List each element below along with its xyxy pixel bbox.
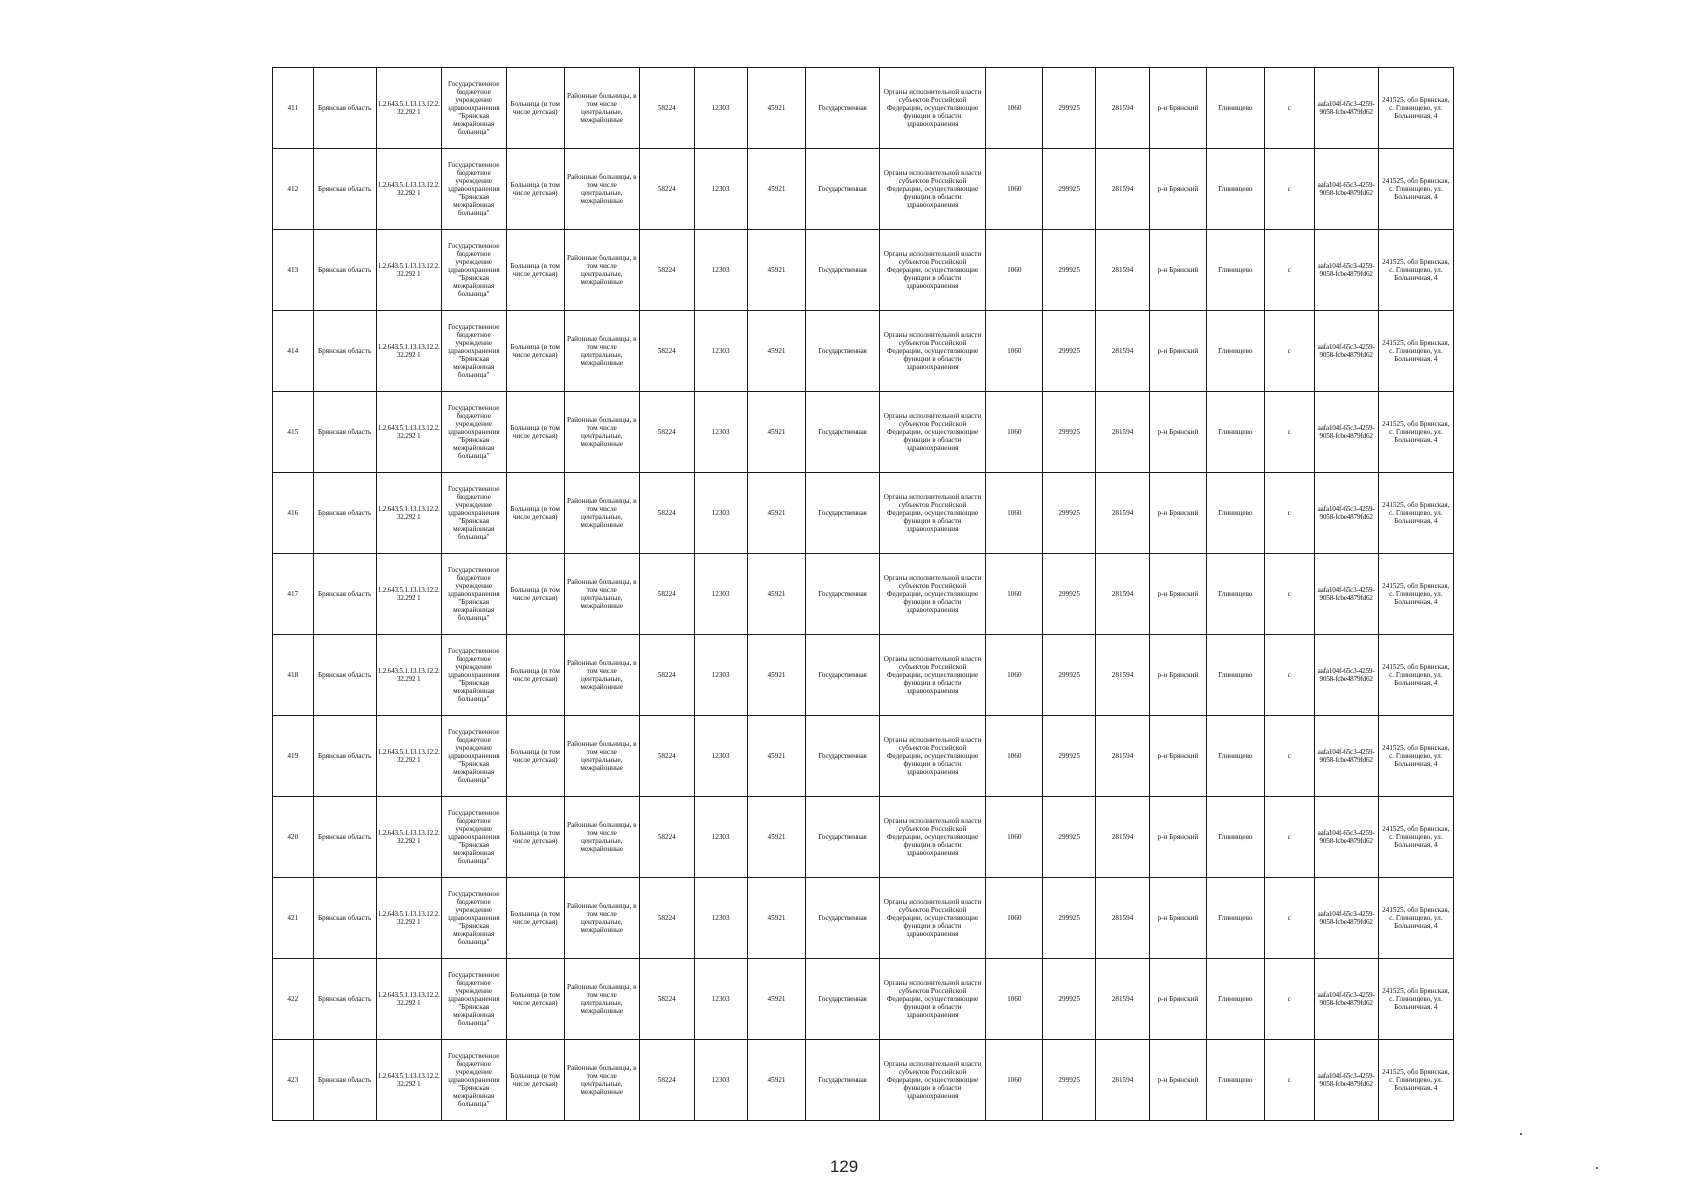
code-1-cell: 58224 (639, 635, 694, 716)
registry-code-cell: 1.2.643.5.1.13.13.12.2.32.292 1 (376, 230, 441, 311)
code-4-cell: 1060 (986, 230, 1043, 311)
code-3-cell: 45921 (747, 392, 806, 473)
table-row (273, 473, 1454, 554)
facility-kind-cell: Районные больницы, в том числе центральные, межрайонные (564, 473, 639, 554)
code-5-cell: 299925 (1043, 878, 1096, 959)
code-5-cell: 299925 (1043, 149, 1096, 230)
code-2-cell: 12303 (694, 311, 747, 392)
authority-cell: Органы исполнительной власти субъектов Российской Федерации, осуществляющие функции в области здравоохранения (879, 149, 986, 230)
code-2-cell: 12303 (694, 230, 747, 311)
table-row (273, 554, 1454, 635)
facility-kind-cell: Районные больницы, в том числе центральные, межрайонные (564, 878, 639, 959)
village-cell: Глинищево (1206, 554, 1264, 635)
authority-cell: Органы исполнительной власти субъектов Российской Федерации, осуществляющие функции в области здравоохранения (879, 716, 986, 797)
facility-type-cell: Больница (в том числе детская) (506, 68, 564, 149)
address-cell: 241525, обл Брянская, с. Глинищево, ул. Больничная, 4 (1378, 959, 1453, 1040)
address-cell: 241525, обл Брянская, с. Глинищево, ул. Больничная, 4 (1378, 878, 1453, 959)
code-1-cell: 58224 (639, 473, 694, 554)
facility-type-cell: Больница (в том числе детская) (506, 959, 564, 1040)
registry-code-cell: 1.2.643.5.1.13.13.12.2.32.292 1 (376, 716, 441, 797)
address-cell: 241525, обл Брянская, с. Глинищево, ул. Больничная, 4 (1378, 635, 1453, 716)
code-2-cell: 12303 (694, 1040, 747, 1121)
facility-type-cell: Больница (в том числе детская) (506, 311, 564, 392)
ownership-form-cell: Государственная (806, 878, 879, 959)
village-cell: Глинищево (1206, 230, 1264, 311)
facility-kind-cell: Районные больницы, в том числе центральные, межрайонные (564, 149, 639, 230)
code-1-cell: 58224 (639, 878, 694, 959)
village-cell: Глинищево (1206, 1040, 1264, 1121)
organization-cell: Государственное бюджетное учреждение здравоохранения "Брянская межрайонная больница" (441, 635, 506, 716)
authority-cell: Органы исполнительной власти субъектов Российской Федерации, осуществляющие функции в области здравоохранения (879, 554, 986, 635)
facility-kind-cell: Районные больницы, в том числе центральные, межрайонные (564, 68, 639, 149)
registry-code-cell: 1.2.643.5.1.13.13.12.2.32.292 1 (376, 959, 441, 1040)
registry-body (273, 68, 1454, 1121)
facility-type-cell: Больница (в том числе детская) (506, 554, 564, 635)
address-cell: 241525, обл Брянская, с. Глинищево, ул. Больничная, 4 (1378, 716, 1453, 797)
facility-kind-cell: Районные больницы, в том числе центральные, межрайонные (564, 311, 639, 392)
facility-kind-cell: Районные больницы, в том числе центральные, межрайонные (564, 554, 639, 635)
code-6-cell: 281594 (1096, 878, 1150, 959)
guid-cell: aafa104f-65c3-4259-9058-fcbe4879fd62 (1314, 392, 1378, 473)
code-3-cell: 45921 (747, 473, 806, 554)
district-cell: р-н Брянский (1149, 554, 1206, 635)
code-1-cell: 58224 (639, 797, 694, 878)
village-cell: Глинищево (1206, 716, 1264, 797)
code-3-cell: 45921 (747, 554, 806, 635)
code-4-cell: 1060 (986, 635, 1043, 716)
registry-code-cell: 1.2.643.5.1.13.13.12.2.32.292 1 (376, 473, 441, 554)
code-3-cell: 45921 (747, 68, 806, 149)
settlement-type-cell: с (1264, 473, 1314, 554)
code-5-cell: 299925 (1043, 716, 1096, 797)
code-1-cell: 58224 (639, 311, 694, 392)
code-5-cell: 299925 (1043, 959, 1096, 1040)
code-1-cell: 58224 (639, 230, 694, 311)
region-cell: Брянская область (313, 473, 376, 554)
region-cell: Брянская область (313, 1040, 376, 1121)
ownership-form-cell: Государственная (806, 230, 879, 311)
code-4-cell: 1060 (986, 68, 1043, 149)
address-cell: 241525, обл Брянская, с. Глинищево, ул. Больничная, 4 (1378, 1040, 1453, 1121)
district-cell: р-н Брянский (1149, 716, 1206, 797)
settlement-type-cell: с (1264, 878, 1314, 959)
settlement-type-cell: с (1264, 392, 1314, 473)
district-cell: р-н Брянский (1149, 392, 1206, 473)
code-5-cell: 299925 (1043, 68, 1096, 149)
row-number-cell: 421 (273, 878, 314, 959)
address-cell: 241525, обл Брянская, с. Глинищево, ул. Больничная, 4 (1378, 68, 1453, 149)
facility-type-cell: Больница (в том числе детская) (506, 635, 564, 716)
address-cell: 241525, обл Брянская, с. Глинищево, ул. Больничная, 4 (1378, 473, 1453, 554)
code-6-cell: 281594 (1096, 149, 1150, 230)
code-4-cell: 1060 (986, 311, 1043, 392)
code-1-cell: 58224 (639, 68, 694, 149)
district-cell: р-н Брянский (1149, 311, 1206, 392)
code-2-cell: 12303 (694, 473, 747, 554)
district-cell: р-н Брянский (1149, 473, 1206, 554)
organization-cell: Государственное бюджетное учреждение здравоохранения "Брянская межрайонная больница" (441, 1040, 506, 1121)
district-cell: р-н Брянский (1149, 68, 1206, 149)
code-2-cell: 12303 (694, 716, 747, 797)
organization-cell: Государственное бюджетное учреждение здравоохранения "Брянская межрайонная больница" (441, 716, 506, 797)
address-cell: 241525, обл Брянская, с. Глинищево, ул. Больничная, 4 (1378, 554, 1453, 635)
settlement-type-cell: с (1264, 554, 1314, 635)
ownership-form-cell: Государственная (806, 797, 879, 878)
settlement-type-cell: с (1264, 68, 1314, 149)
code-3-cell: 45921 (747, 878, 806, 959)
guid-cell: aafa104f-65c3-4259-9058-fcbe4879fd62 (1314, 797, 1378, 878)
code-2-cell: 12303 (694, 149, 747, 230)
ownership-form-cell: Государственная (806, 716, 879, 797)
code-2-cell: 12303 (694, 959, 747, 1040)
organization-cell: Государственное бюджетное учреждение здравоохранения "Брянская межрайонная больница" (441, 959, 506, 1040)
code-6-cell: 281594 (1096, 68, 1150, 149)
registry-code-cell: 1.2.643.5.1.13.13.12.2.32.292 1 (376, 554, 441, 635)
table-row (273, 1040, 1454, 1121)
code-3-cell: 45921 (747, 311, 806, 392)
code-6-cell: 281594 (1096, 797, 1150, 878)
organization-cell: Государственное бюджетное учреждение здравоохранения "Брянская межрайонная больница" (441, 149, 506, 230)
facility-kind-cell: Районные больницы, в том числе центральные, межрайонные (564, 797, 639, 878)
ownership-form-cell: Государственная (806, 1040, 879, 1121)
code-3-cell: 45921 (747, 959, 806, 1040)
authority-cell: Органы исполнительной власти субъектов Российской Федерации, осуществляющие функции в области здравоохранения (879, 68, 986, 149)
facility-type-cell: Больница (в том числе детская) (506, 1040, 564, 1121)
registry-code-cell: 1.2.643.5.1.13.13.12.2.32.292 1 (376, 149, 441, 230)
code-2-cell: 12303 (694, 68, 747, 149)
table-row (273, 716, 1454, 797)
code-5-cell: 299925 (1043, 230, 1096, 311)
code-2-cell: 12303 (694, 554, 747, 635)
facility-type-cell: Больница (в том числе детская) (506, 878, 564, 959)
authority-cell: Органы исполнительной власти субъектов Российской Федерации, осуществляющие функции в области здравоохранения (879, 797, 986, 878)
district-cell: р-н Брянский (1149, 149, 1206, 230)
guid-cell: aafa104f-65c3-4259-9058-fcbe4879fd62 (1314, 149, 1378, 230)
village-cell: Глинищево (1206, 311, 1264, 392)
organization-cell: Государственное бюджетное учреждение здравоохранения "Брянская межрайонная больница" (441, 230, 506, 311)
code-5-cell: 299925 (1043, 797, 1096, 878)
ownership-form-cell: Государственная (806, 311, 879, 392)
guid-cell: aafa104f-65c3-4259-9058-fcbe4879fd62 (1314, 554, 1378, 635)
settlement-type-cell: с (1264, 959, 1314, 1040)
address-cell: 241525, обл Брянская, с. Глинищево, ул. Больничная, 4 (1378, 149, 1453, 230)
guid-cell: aafa104f-65c3-4259-9058-fcbe4879fd62 (1314, 311, 1378, 392)
registry-code-cell: 1.2.643.5.1.13.13.12.2.32.292 1 (376, 635, 441, 716)
guid-cell: aafa104f-65c3-4259-9058-fcbe4879fd62 (1314, 635, 1378, 716)
ownership-form-cell: Государственная (806, 392, 879, 473)
code-2-cell: 12303 (694, 392, 747, 473)
region-cell: Брянская область (313, 797, 376, 878)
code-6-cell: 281594 (1096, 230, 1150, 311)
guid-cell: aafa104f-65c3-4259-9058-fcbe4879fd62 (1314, 878, 1378, 959)
code-4-cell: 1060 (986, 554, 1043, 635)
authority-cell: Органы исполнительной власти субъектов Российской Федерации, осуществляющие функции в области здравоохранения (879, 635, 986, 716)
district-cell: р-н Брянский (1149, 959, 1206, 1040)
code-2-cell: 12303 (694, 797, 747, 878)
code-6-cell: 281594 (1096, 1040, 1150, 1121)
settlement-type-cell: с (1264, 149, 1314, 230)
row-number-cell: 422 (273, 959, 314, 1040)
code-4-cell: 1060 (986, 1040, 1043, 1121)
code-6-cell: 281594 (1096, 473, 1150, 554)
ownership-form-cell: Государственная (806, 68, 879, 149)
region-cell: Брянская область (313, 68, 376, 149)
code-2-cell: 12303 (694, 878, 747, 959)
address-cell: 241525, обл Брянская, с. Глинищево, ул. Больничная, 4 (1378, 392, 1453, 473)
page-number: 129 (829, 1157, 859, 1176)
address-cell: 241525, обл Брянская, с. Глинищево, ул. Больничная, 4 (1378, 797, 1453, 878)
row-number-cell: 413 (273, 230, 314, 311)
code-5-cell: 299925 (1043, 554, 1096, 635)
region-cell: Брянская область (313, 311, 376, 392)
region-cell: Брянская область (313, 149, 376, 230)
district-cell: р-н Брянский (1149, 635, 1206, 716)
code-5-cell: 299925 (1043, 1040, 1096, 1121)
authority-cell: Органы исполнительной власти субъектов Российской Федерации, осуществляющие функции в области здравоохранения (879, 311, 986, 392)
code-3-cell: 45921 (747, 797, 806, 878)
facility-type-cell: Больница (в том числе детская) (506, 473, 564, 554)
code-4-cell: 1060 (986, 959, 1043, 1040)
guid-cell: aafa104f-65c3-4259-9058-fcbe4879fd62 (1314, 1040, 1378, 1121)
region-cell: Брянская область (313, 878, 376, 959)
code-3-cell: 45921 (747, 230, 806, 311)
facility-kind-cell: Районные больницы, в том числе центральные, межрайонные (564, 1040, 639, 1121)
code-5-cell: 299925 (1043, 635, 1096, 716)
table-row (273, 149, 1454, 230)
region-cell: Брянская область (313, 392, 376, 473)
row-number-cell: 416 (273, 473, 314, 554)
facility-type-cell: Больница (в том числе детская) (506, 716, 564, 797)
guid-cell: aafa104f-65c3-4259-9058-fcbe4879fd62 (1314, 716, 1378, 797)
organization-cell: Государственное бюджетное учреждение здравоохранения "Брянская межрайонная больница" (441, 878, 506, 959)
code-1-cell: 58224 (639, 392, 694, 473)
village-cell: Глинищево (1206, 878, 1264, 959)
address-cell: 241525, обл Брянская, с. Глинищево, ул. Больничная, 4 (1378, 311, 1453, 392)
guid-cell: aafa104f-65c3-4259-9058-fcbe4879fd62 (1314, 959, 1378, 1040)
row-number-cell: 423 (273, 1040, 314, 1121)
organization-cell: Государственное бюджетное учреждение здравоохранения "Брянская межрайонная больница" (441, 311, 506, 392)
table-row (273, 68, 1454, 149)
guid-cell: aafa104f-65c3-4259-9058-fcbe4879fd62 (1314, 230, 1378, 311)
code-6-cell: 281594 (1096, 554, 1150, 635)
facility-kind-cell: Районные больницы, в том числе центральные, межрайонные (564, 716, 639, 797)
code-6-cell: 281594 (1096, 311, 1150, 392)
code-3-cell: 45921 (747, 1040, 806, 1121)
registry-code-cell: 1.2.643.5.1.13.13.12.2.32.292 1 (376, 878, 441, 959)
registry-code-cell: 1.2.643.5.1.13.13.12.2.32.292 1 (376, 797, 441, 878)
village-cell: Глинищево (1206, 959, 1264, 1040)
facility-kind-cell: Районные больницы, в том числе центральные, межрайонные (564, 230, 639, 311)
code-6-cell: 281594 (1096, 716, 1150, 797)
row-number-cell: 418 (273, 635, 314, 716)
table-row (273, 797, 1454, 878)
facility-kind-cell: Районные больницы, в том числе центральные, межрайонные (564, 635, 639, 716)
guid-cell: aafa104f-65c3-4259-9058-fcbe4879fd62 (1314, 473, 1378, 554)
code-1-cell: 58224 (639, 716, 694, 797)
region-cell: Брянская область (313, 554, 376, 635)
facility-type-cell: Больница (в том числе детская) (506, 392, 564, 473)
registry-code-cell: 1.2.643.5.1.13.13.12.2.32.292 1 (376, 68, 441, 149)
row-number-cell: 411 (273, 68, 314, 149)
code-4-cell: 1060 (986, 149, 1043, 230)
region-cell: Брянская область (313, 716, 376, 797)
code-3-cell: 45921 (747, 149, 806, 230)
address-cell: 241525, обл Брянская, с. Глинищево, ул. Больничная, 4 (1378, 230, 1453, 311)
district-cell: р-н Брянский (1149, 797, 1206, 878)
registry-code-cell: 1.2.643.5.1.13.13.12.2.32.292 1 (376, 392, 441, 473)
settlement-type-cell: с (1264, 635, 1314, 716)
ownership-form-cell: Государственная (806, 959, 879, 1040)
authority-cell: Органы исполнительной власти субъектов Российской Федерации, осуществляющие функции в области здравоохранения (879, 473, 986, 554)
authority-cell: Органы исполнительной власти субъектов Российской Федерации, осуществляющие функции в области здравоохранения (879, 230, 986, 311)
village-cell: Глинищево (1206, 149, 1264, 230)
table-row (273, 311, 1454, 392)
table-row (273, 635, 1454, 716)
table-row (273, 230, 1454, 311)
district-cell: р-н Брянский (1149, 878, 1206, 959)
registry-code-cell: 1.2.643.5.1.13.13.12.2.32.292 1 (376, 1040, 441, 1121)
row-number-cell: 414 (273, 311, 314, 392)
code-1-cell: 58224 (639, 554, 694, 635)
facility-kind-cell: Районные больницы, в том числе центральные, межрайонные (564, 959, 639, 1040)
code-3-cell: 45921 (747, 716, 806, 797)
region-cell: Брянская область (313, 230, 376, 311)
village-cell: Глинищево (1206, 635, 1264, 716)
settlement-type-cell: с (1264, 1040, 1314, 1121)
district-cell: р-н Брянский (1149, 1040, 1206, 1121)
row-number-cell: 420 (273, 797, 314, 878)
organization-cell: Государственное бюджетное учреждение здравоохранения "Брянская межрайонная больница" (441, 797, 506, 878)
registry-table (272, 67, 1454, 1121)
settlement-type-cell: с (1264, 797, 1314, 878)
facility-kind-cell: Районные больницы, в том числе центральные, межрайонные (564, 392, 639, 473)
code-5-cell: 299925 (1043, 473, 1096, 554)
table-row (273, 878, 1454, 959)
settlement-type-cell: с (1264, 230, 1314, 311)
code-3-cell: 45921 (747, 635, 806, 716)
organization-cell: Государственное бюджетное учреждение здравоохранения "Брянская межрайонная больница" (441, 392, 506, 473)
district-cell: р-н Брянский (1149, 230, 1206, 311)
code-5-cell: 299925 (1043, 311, 1096, 392)
organization-cell: Государственное бюджетное учреждение здравоохранения "Брянская межрайонная больница" (441, 68, 506, 149)
guid-cell: aafa104f-65c3-4259-9058-fcbe4879fd62 (1314, 68, 1378, 149)
code-6-cell: 281594 (1096, 392, 1150, 473)
region-cell: Брянская область (313, 635, 376, 716)
organization-cell: Государственное бюджетное учреждение здравоохранения "Брянская межрайонная больница" (441, 554, 506, 635)
code-4-cell: 1060 (986, 392, 1043, 473)
registry-code-cell: 1.2.643.5.1.13.13.12.2.32.292 1 (376, 311, 441, 392)
code-1-cell: 58224 (639, 959, 694, 1040)
authority-cell: Органы исполнительной власти субъектов Российской Федерации, осуществляющие функции в области здравоохранения (879, 959, 986, 1040)
authority-cell: Органы исполнительной власти субъектов Российской Федерации, осуществляющие функции в области здравоохранения (879, 878, 986, 959)
code-6-cell: 281594 (1096, 635, 1150, 716)
row-number-cell: 415 (273, 392, 314, 473)
facility-type-cell: Больница (в том числе детская) (506, 149, 564, 230)
code-4-cell: 1060 (986, 473, 1043, 554)
code-4-cell: 1060 (986, 878, 1043, 959)
village-cell: Глинищево (1206, 68, 1264, 149)
authority-cell: Органы исполнительной власти субъектов Российской Федерации, осуществляющие функции в области здравоохранения (879, 392, 986, 473)
code-6-cell: 281594 (1096, 959, 1150, 1040)
code-2-cell: 12303 (694, 635, 747, 716)
settlement-type-cell: с (1264, 311, 1314, 392)
ownership-form-cell: Государственная (806, 635, 879, 716)
code-4-cell: 1060 (986, 797, 1043, 878)
code-1-cell: 58224 (639, 1040, 694, 1121)
facility-type-cell: Больница (в том числе детская) (506, 797, 564, 878)
code-4-cell: 1060 (986, 716, 1043, 797)
row-number-cell: 417 (273, 554, 314, 635)
ownership-form-cell: Государственная (806, 149, 879, 230)
ownership-form-cell: Государственная (806, 473, 879, 554)
table-row (273, 959, 1454, 1040)
village-cell: Глинищево (1206, 392, 1264, 473)
code-1-cell: 58224 (639, 149, 694, 230)
village-cell: Глинищево (1206, 797, 1264, 878)
code-5-cell: 299925 (1043, 392, 1096, 473)
settlement-type-cell: с (1264, 716, 1314, 797)
organization-cell: Государственное бюджетное учреждение здравоохранения "Брянская межрайонная больница" (441, 473, 506, 554)
village-cell: Глинищево (1206, 473, 1264, 554)
table-row (273, 392, 1454, 473)
row-number-cell: 412 (273, 149, 314, 230)
region-cell: Брянская область (313, 959, 376, 1040)
authority-cell: Органы исполнительной власти субъектов Российской Федерации, осуществляющие функции в области здравоохранения (879, 1040, 986, 1121)
ownership-form-cell: Государственная (806, 554, 879, 635)
row-number-cell: 419 (273, 716, 314, 797)
facility-type-cell: Больница (в том числе детская) (506, 230, 564, 311)
